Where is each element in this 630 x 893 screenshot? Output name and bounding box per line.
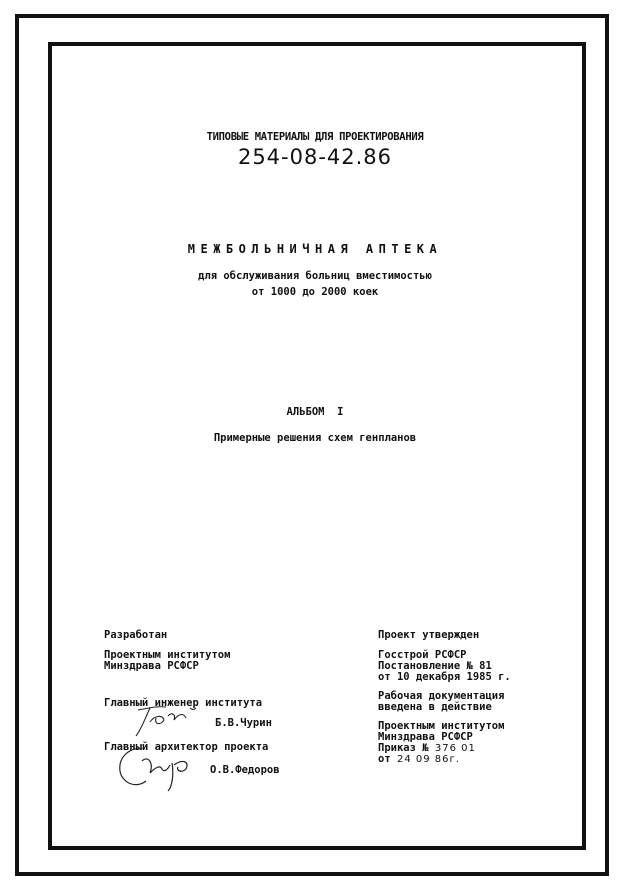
album-subtitle: Примерные решения схем генпланов — [213, 432, 417, 444]
chief-engineer-title: Главный инженер института — [104, 697, 263, 709]
project-code: 254-08-42.86 — [237, 145, 393, 169]
gosstroy-line: Госстрой РСФСР — [378, 649, 467, 661]
developed-label: Разработан — [104, 629, 168, 641]
chief-architect-signature — [112, 743, 212, 793]
order-date-prefix: от — [378, 753, 397, 765]
order-date-line — [378, 754, 511, 765]
album-label: АЛЬБОМ I — [286, 406, 344, 418]
docs-line-1: Рабочая документация — [378, 690, 505, 702]
order-prefix: Приказ № — [378, 742, 435, 754]
series-heading: ТИПОВЫЕ МАТЕРИАЛЫ ДЛЯ ПРОЕКТИРОВАНИЯ — [206, 131, 424, 143]
document-title: МЕЖБОЛЬНИЧНАЯ АПТЕКА — [187, 242, 443, 256]
title-line-2: от 1000 до 2000 коек — [251, 286, 379, 298]
order-institute-line-1: Проектным институтом — [378, 720, 505, 732]
approval-block — [378, 630, 511, 765]
approved-label: Проект утвержден — [378, 629, 480, 641]
docs-line-2: введена в действие — [378, 701, 492, 713]
resolution-date-line: от 10 декабря 1985 г. — [378, 671, 511, 683]
order-number-handwritten: 376 01 — [434, 743, 476, 754]
order-line — [378, 743, 511, 754]
order-institute-line-2: Минздрава РСФСР — [378, 731, 473, 743]
chief-architect-title: Главный архитектор проекта — [104, 741, 269, 753]
resolution-line: Постановление № 81 — [378, 660, 492, 672]
title-line-1: для обслуживания больниц вместимостью — [198, 270, 432, 282]
developer-institute-line-1: Проектным институтом — [104, 649, 231, 661]
chief-architect-name: О.В.Федоров — [210, 764, 280, 776]
order-date-handwritten: 24 09 86г. — [396, 754, 460, 765]
chief-engineer-signature — [128, 700, 203, 740]
developer-block — [104, 630, 230, 672]
developer-institute-line-2: Минздрава РСФСР — [104, 660, 199, 672]
chief-engineer-name: Б.В.Чурин — [215, 717, 272, 729]
